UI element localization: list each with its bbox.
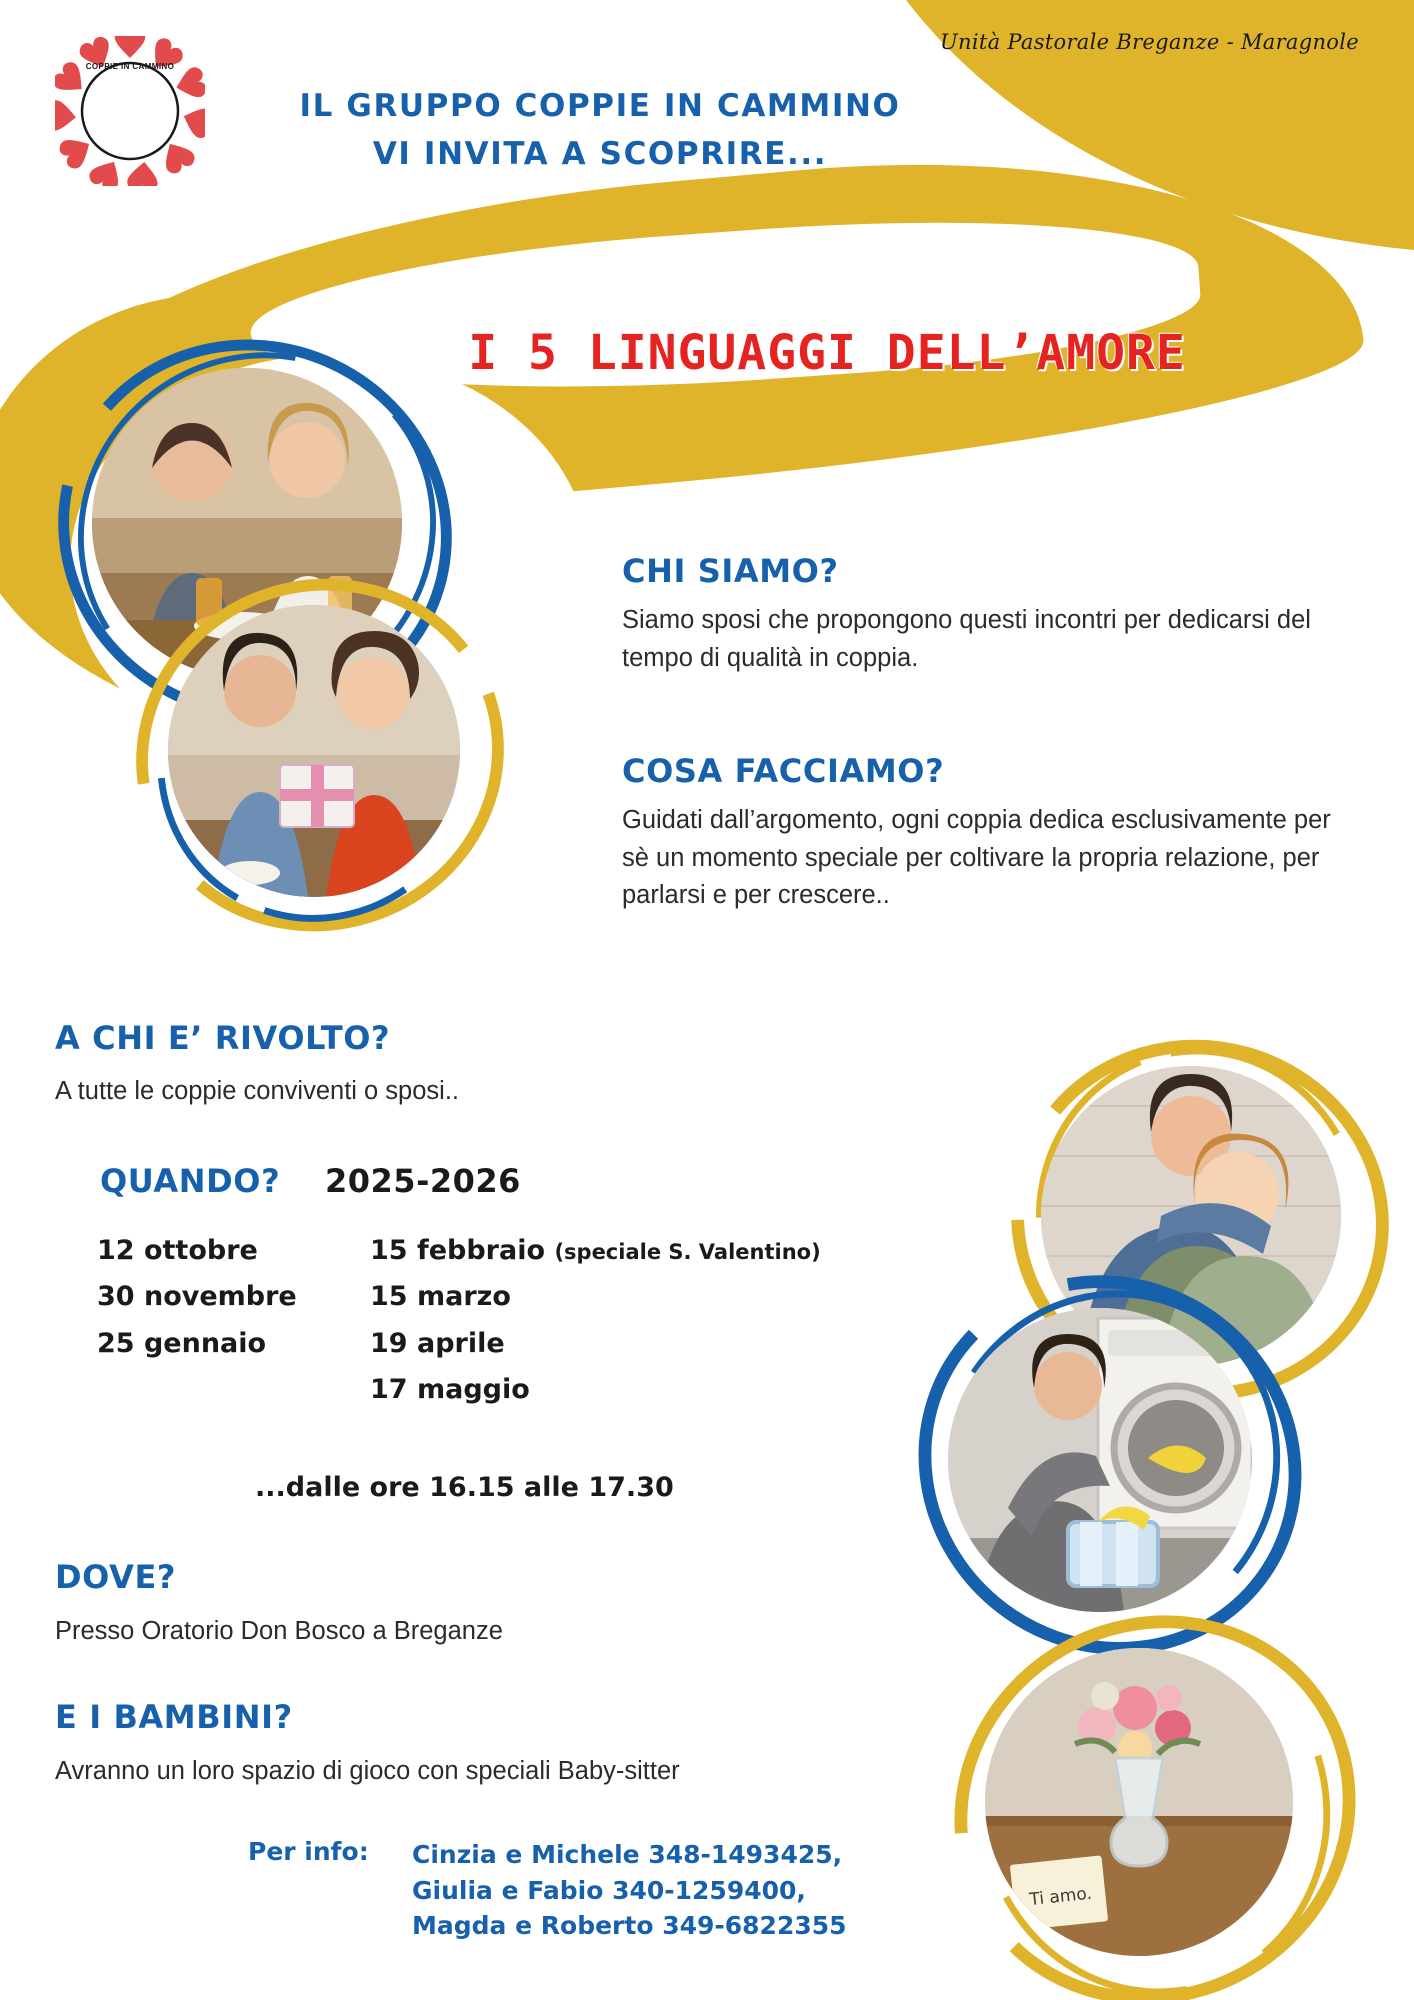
logo-couple-icon [109, 142, 151, 160]
invite-line-1: IL GRUPPO COPPIE IN CAMMINO [299, 88, 901, 124]
heading-bambini: E I BAMBINI? [55, 1698, 293, 1736]
svg-text:Ti amo.: Ti amo. [1028, 1883, 1093, 1911]
heading-cosa-facciamo: COSA FACCIAMO? [622, 752, 945, 790]
logo-label: COPPIE IN CAMMINO [85, 62, 175, 71]
date-note: (speciale S. Valentino) [554, 1240, 821, 1264]
date-item: 15 marzo [370, 1281, 511, 1313]
contact-item: Cinzia e Michele 348-1493425, [412, 1840, 843, 1869]
dates-column-right [370, 1228, 821, 1414]
photo-flowers-note [985, 1648, 1293, 1956]
dates-column-left [97, 1228, 297, 1367]
text-dove: Presso Oratorio Don Bosco a Breganze [55, 1617, 503, 1645]
photo-couple-gift [168, 605, 460, 897]
text-chi-siamo: Siamo sposi che propongono questi incontri per dedicarsi del tempo di qualità in coppia. [622, 606, 1311, 672]
text-a-chi-rivolto: A tutte le coppie conviventi o sposi.. [55, 1077, 459, 1105]
date-item [370, 1228, 821, 1274]
date-label: 15 febbraio [370, 1235, 546, 1266]
contact-item: Giulia e Fabio 340-1259400, [412, 1875, 806, 1905]
orario-text: ...dalle ore 16.15 alle 17.30 [255, 1472, 674, 1503]
text-bambini: Avranno un loro spazio di gioco con speciali Baby-sitter [55, 1757, 680, 1785]
parish-line: Unità Pastorale Breganze - Maragnole [940, 30, 1359, 54]
date-item: 19 aprile [370, 1327, 505, 1359]
date-item: 17 maggio [370, 1374, 530, 1406]
heading-quando: QUANDO? [100, 1162, 281, 1200]
invite-line-2: VI INVITA A SCOPRIRE... [372, 136, 828, 173]
logo-heart-wreath-icon [55, 36, 205, 186]
info-contacts [412, 1837, 847, 1944]
photo-man-laundry [948, 1308, 1252, 1612]
page-title: I 5 LINGUAGGI DELL’AMORE [468, 325, 1186, 381]
contact-item: Magda e Roberto 349-6822355 [412, 1911, 847, 1940]
info-label: Per info: [248, 1837, 369, 1866]
date-item: 12 ottobre [97, 1235, 258, 1266]
text-cosa-facciamo: Guidati dall’argomento, ogni coppia dedica esclusivamente per sè un momento speciale per coltivare la propria relazione, per parlarsi e per crescere.. [622, 806, 1331, 910]
heading-a-chi-rivolto: A CHI E’ RIVOLTO? [55, 1019, 391, 1057]
invite-headline [250, 82, 950, 178]
date-item: 25 gennaio [97, 1327, 267, 1359]
heading-dove: DOVE? [55, 1558, 177, 1596]
heading-chi-siamo: CHI SIAMO? [622, 552, 839, 590]
logo [55, 36, 205, 186]
date-item: 30 novembre [97, 1281, 297, 1313]
quando-year: 2025-2026 [325, 1162, 521, 1200]
